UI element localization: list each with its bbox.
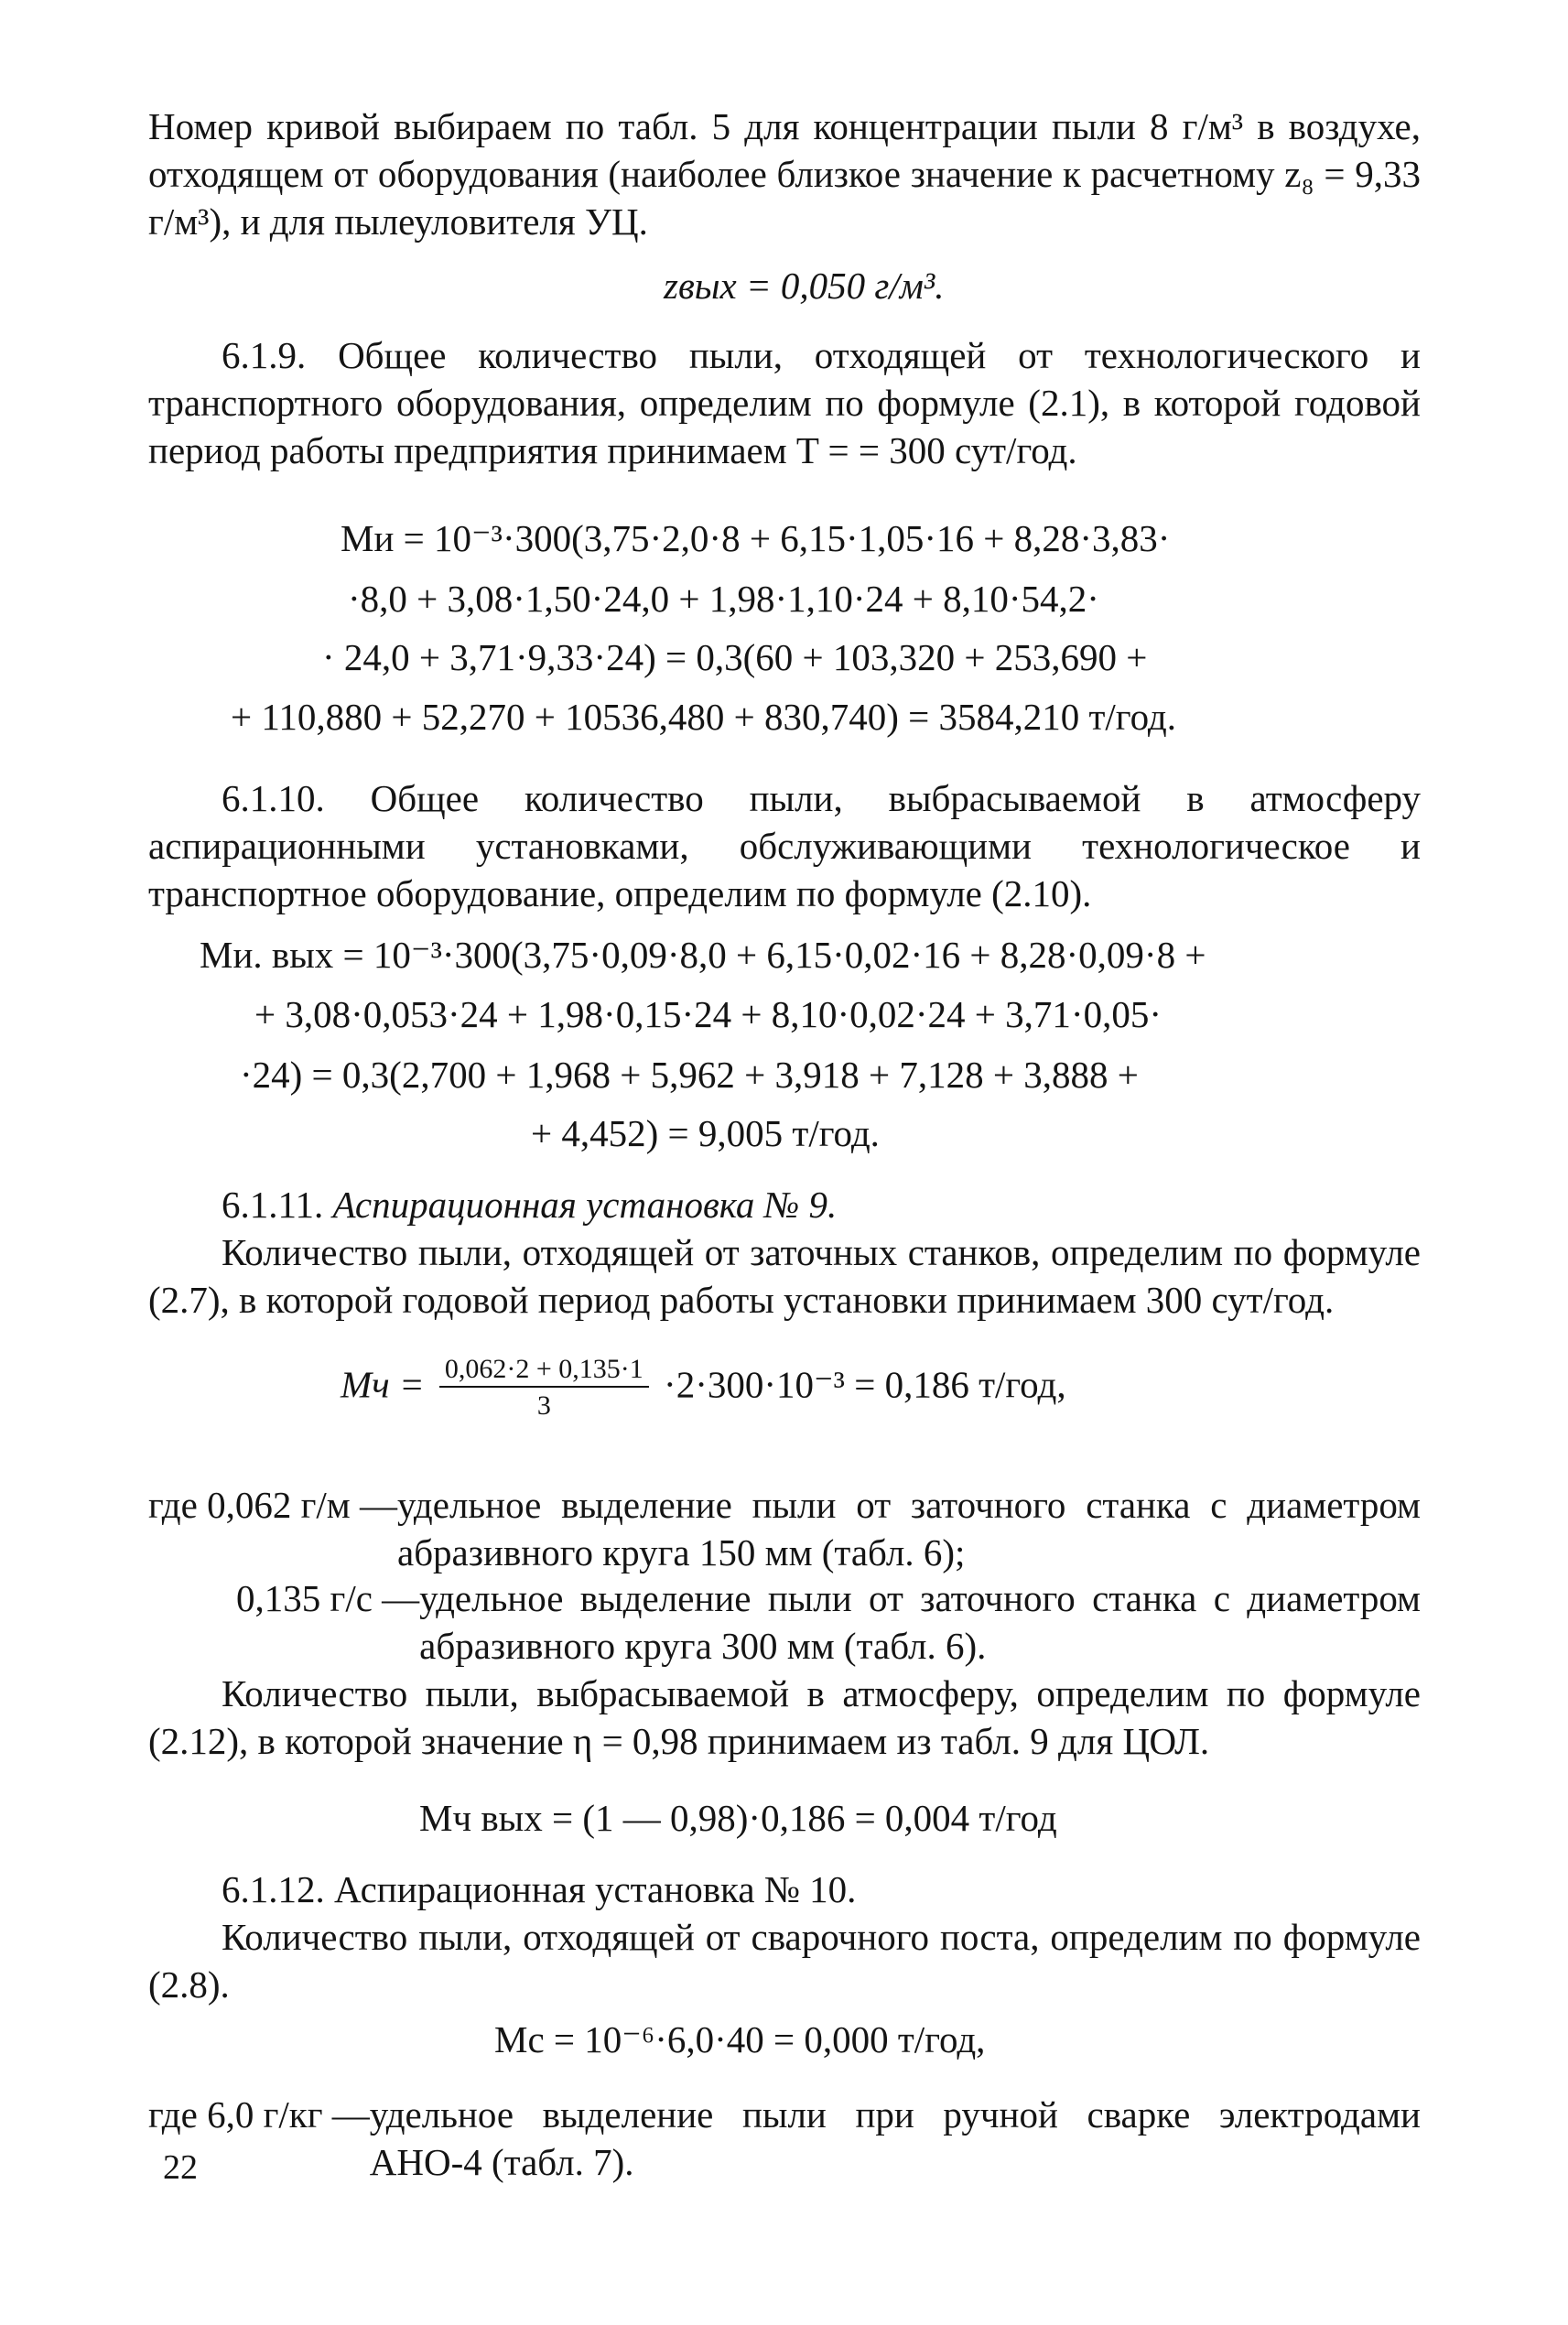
equation-rhs: ·2·300·10⁻³ = 0,186 т/год, [664, 1363, 1066, 1406]
heading-number: 6.1.11. [222, 1184, 324, 1226]
paragraph-text: 6.1.10. Общее количество пыли, выбрасываемой в атмосферу аспирационными установками, обслуживающими технологическое и транспортное оборудование, определим по формуле (2.10). [148, 777, 1421, 914]
where-lead: 0,135 г/с — [236, 1577, 420, 1619]
equation-lhs: Mч = [341, 1363, 425, 1406]
equation-mc: Mс = 10⁻⁶·6,0·40 = 0,000 т/год, [494, 2018, 986, 2060]
equation-mi-out-line-1: Mи. вых = 10⁻³·300(3,75·0,09·8,0 + 6,15·0,02·16 + 8,28·0,09·8 + [200, 934, 1206, 976]
where-clause-2 [236, 1574, 1421, 1670]
equation-mi-out-line-2: + 3,08·0,053·24 + 1,98·0,15·24 + 8,10·0,02·24 + 3,71·0,05· [254, 993, 1162, 1035]
paragraph-text: 6.1.9. Общее количество пыли, отходящей от технологического и транспортного оборудования, определим по формуле (2.1), в которой годовой период работы предприятия принимаем T = = 300 сут/год. [148, 334, 1421, 471]
equation-mi-out-line-4: + 4,452) = 9,005 т/год. [531, 1112, 880, 1154]
heading-title: Аспирационная установка № 9. [332, 1184, 838, 1226]
where-body: удельное выделение пыли от заточного станка с диаметром абразивного круга 300 мм (табл. 6). [419, 1577, 1421, 1667]
paragraph-text: Номер кривой выбираем по табл. 5 для концентрации пыли 8 г/м³ в воздухе, отходящем от оборудования (наиболее близкое значение к расчетному z₈ = 9,33 г/м³), и для пылеуловителя УЦ. [148, 105, 1421, 243]
equation-z-out: zвых = 0,050 г/м³. [664, 265, 945, 307]
equation-mi-line-2: ·8,0 + 3,08·1,50·24,0 + 1,98·1,10·24 + 8,10·54,2· [348, 578, 1099, 620]
paragraph-6-1-12 [148, 1913, 1421, 2008]
page-number: 22 [163, 2148, 198, 2187]
paragraph-6-1-11 [148, 1228, 1421, 1324]
where-lead: где 6,0 г/кг — [148, 2093, 370, 2136]
paragraph-text: Количество пыли, выбрасываемой в атмосферу, определим по формуле (2.12), в которой значение η = 0,98 принимаем из табл. 9 для ЦОЛ. [148, 1672, 1421, 1762]
paragraph-6-1-10 [148, 774, 1421, 917]
heading-6-1-12 [148, 1865, 1421, 1913]
paragraph-curve-number [148, 103, 1421, 245]
where-clause-1 [148, 1481, 1421, 1576]
paragraph-text: Количество пыли, отходящей от сварочного поста, определим по формуле (2.8). [148, 1916, 1421, 2006]
paragraph-eta [148, 1670, 1421, 1765]
fraction-denominator: 3 [536, 1390, 551, 1421]
fraction [439, 1353, 649, 1424]
equation-mch-out: Mч вых = (1 — 0,98)·0,186 = 0,004 т/год [419, 1797, 1057, 1839]
where-body: удельное выделение пыли от заточного станка с диаметром абразивного круга 150 мм (табл. 6); [397, 1484, 1421, 1573]
where-lead: где 0,062 г/м — [148, 1484, 397, 1526]
where-body: удельное выделение пыли при ручной сварке электродами АНО-4 (табл. 7). [369, 2093, 1421, 2183]
heading-text: 6.1.12. Аспирационная установка № 10. [222, 1868, 857, 1910]
equation-mi-out-line-3: ·24) = 0,3(2,700 + 1,968 + 5,962 + 3,918 + 7,128 + 3,888 + [240, 1054, 1139, 1096]
equation-mi-line-1: Mи = 10⁻³·300(3,75·2,0·8 + 6,15·1,05·16 + 8,28·3,83· [341, 517, 1171, 559]
paragraph-6-1-9 [148, 331, 1421, 474]
equation-mch [341, 1353, 1066, 1424]
equation-mi-line-4: + 110,880 + 52,270 + 10536,480 + 830,740) = 3584,210 т/год. [231, 696, 1177, 738]
heading-6-1-11 [148, 1181, 1421, 1228]
where-clause-3 [148, 2091, 1421, 2186]
paragraph-text: Количество пыли, отходящей от заточных станков, определим по формуле (2.7), в которой годовой период работы установки принимаем 300 сут/год. [148, 1231, 1421, 1321]
fraction-numerator: 0,062·2 + 0,135·1 [439, 1353, 649, 1388]
equation-mi-line-3: · 24,0 + 3,71·9,33·24) = 0,3(60 + 103,320 + 253,690 + [322, 636, 1148, 678]
